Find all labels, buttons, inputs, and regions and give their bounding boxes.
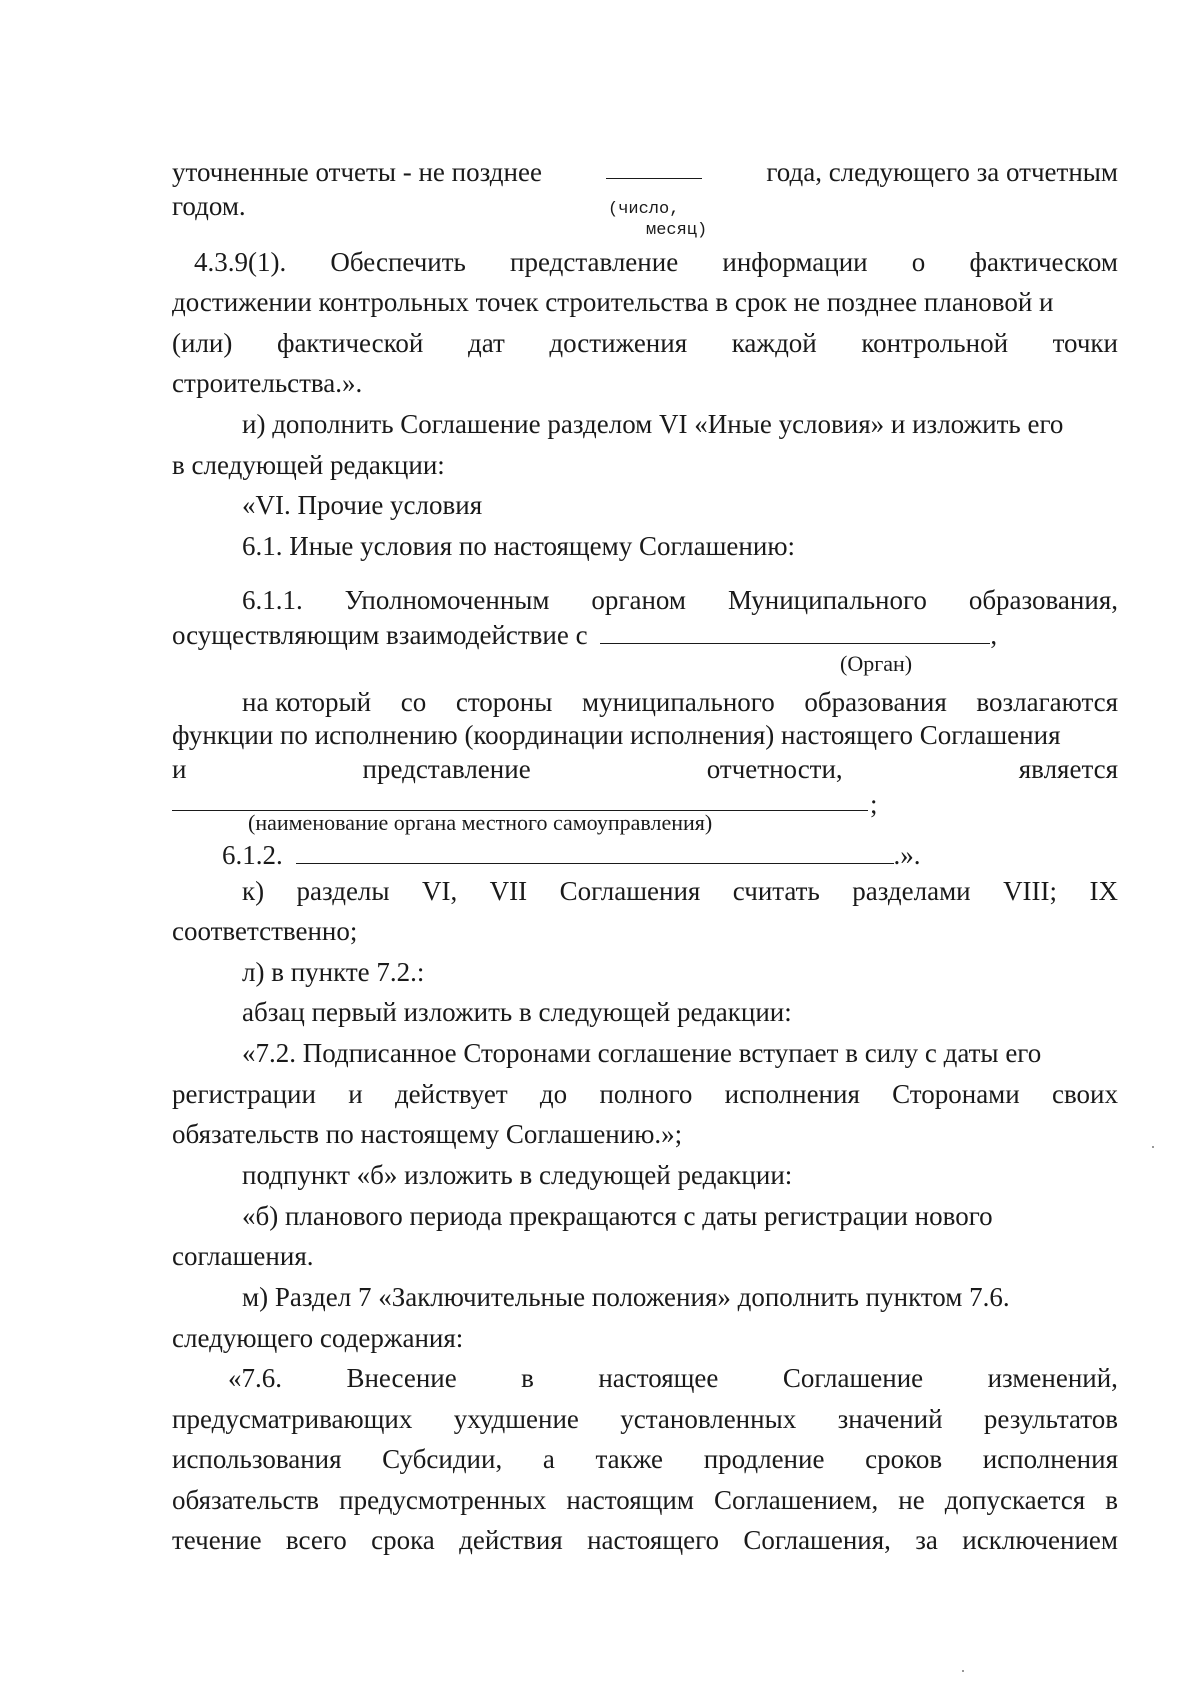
word: контрольной <box>861 328 1009 358</box>
text-line <box>222 839 942 871</box>
clause-number: 6.1.1. <box>242 585 303 615</box>
word: Обеспечить <box>330 247 466 277</box>
text-line: годом. <box>172 191 246 221</box>
text-line: достижении контрольных точек строительства в срок не позднее плановой и <box>172 287 1054 317</box>
word: о <box>911 247 926 277</box>
word: предусматривающих <box>172 1404 413 1434</box>
word: Внесение <box>346 1363 457 1393</box>
field-hint: месяц) <box>646 221 708 240</box>
word: на который <box>242 687 372 717</box>
text-line <box>194 246 1118 278</box>
text-line: соглашения. <box>172 1241 314 1271</box>
field-caption: (наименование органа местного самоуправления) <box>248 810 713 835</box>
text-fragment: года, следующего за отчетным <box>766 157 1118 187</box>
word: сроков <box>865 1444 943 1474</box>
word: IX <box>1089 876 1118 906</box>
punctuation: .». <box>893 840 921 870</box>
word: Уполномоченным <box>344 585 550 615</box>
field-caption: (Орган) <box>840 651 913 676</box>
word: установленных <box>620 1404 797 1434</box>
text-line: «б) планового периода прекращаются с даты регистрации нового <box>242 1201 993 1231</box>
text-line <box>172 1078 1118 1110</box>
word: информации <box>722 247 868 277</box>
word: дат <box>467 328 505 358</box>
word: VI, <box>421 876 458 906</box>
punctuation: ; <box>870 789 878 819</box>
text-line: подпункт «б» изложить в следующей редакции: <box>242 1160 793 1190</box>
word: до <box>539 1079 568 1109</box>
text-line <box>172 753 1118 785</box>
word: разделами <box>852 876 971 906</box>
scan-speck <box>1152 1146 1154 1148</box>
text-line <box>172 327 1118 359</box>
word: достижения <box>549 328 688 358</box>
word: представление <box>510 247 679 277</box>
text-line: функции по исполнению (координации исполнения) настоящего Соглашения <box>172 720 1061 750</box>
text-line <box>172 1443 1118 1475</box>
section-heading: «VI. Прочие условия <box>242 490 483 520</box>
word: фактическом <box>969 247 1118 277</box>
text-line <box>242 584 1118 616</box>
text-line: л) в пункте 7.2.: <box>242 957 425 987</box>
word: значений <box>837 1404 943 1434</box>
word: фактической <box>276 328 424 358</box>
word: возлагаются <box>976 687 1118 717</box>
word: исполнения <box>724 1079 860 1109</box>
word: каждой <box>731 328 817 358</box>
text-fragment: осуществляющим взаимодействие с <box>172 620 588 650</box>
organ-blank-field <box>600 621 990 644</box>
word: Субсидии, <box>382 1444 503 1474</box>
word: Соглашения <box>559 876 701 906</box>
text-line: обязательств предусмотренных настоящим Соглашением, не допускается в <box>172 1485 1118 1515</box>
text-line: и) дополнить Соглашение разделом VI «Иные условия» и изложить его <box>242 409 1064 439</box>
text-line: «7.2. Подписанное Сторонами соглашение вступает в силу с даты его <box>242 1038 1042 1068</box>
text-line: 6.1. Иные условия по настоящему Соглашению: <box>242 531 795 561</box>
word: считать <box>732 876 820 906</box>
text-fragment: уточненные отчеты - не позднее <box>172 157 542 187</box>
word: исполнения <box>982 1444 1118 1474</box>
date-blank-field <box>606 156 702 179</box>
punctuation: , <box>990 620 998 650</box>
text-line: обязательств по настоящему Соглашению.»; <box>172 1119 683 1149</box>
word: со <box>400 687 427 717</box>
text-line <box>172 156 1118 188</box>
clause-number: «7.6. <box>228 1363 282 1393</box>
text-line: течение всего срока действия настоящего Соглашения, за исключением <box>172 1525 1118 1555</box>
word: ухудшение <box>453 1404 579 1434</box>
text-line <box>172 619 1118 651</box>
word: органом <box>591 585 687 615</box>
scan-speck <box>962 1670 964 1672</box>
word: полного <box>599 1079 693 1109</box>
word: изменений, <box>987 1363 1118 1393</box>
word: результатов <box>983 1404 1118 1434</box>
word: также <box>595 1444 664 1474</box>
word: является <box>1018 754 1118 784</box>
text-line: м) Раздел 7 «Заключительные положения» дополнить пунктом 7.6. <box>242 1282 1010 1312</box>
text-line: в следующей редакции: <box>172 450 445 480</box>
word: представление <box>362 754 531 784</box>
word: к) <box>242 876 265 906</box>
text-line: строительства.». <box>172 368 363 398</box>
text-line: следующего содержания: <box>172 1323 464 1353</box>
word: (или) <box>172 328 233 358</box>
word: образования <box>804 687 947 717</box>
clause-blank-field <box>296 841 894 864</box>
word: настоящее <box>598 1363 719 1393</box>
word: регистрации <box>172 1079 316 1109</box>
text-line <box>242 686 1118 718</box>
text-line <box>242 875 1118 907</box>
word: использования <box>172 1444 342 1474</box>
clause-number: 6.1.2. <box>222 840 283 870</box>
word: в <box>521 1363 534 1393</box>
text-line: абзац первый изложить в следующей редакции: <box>242 997 792 1027</box>
word: а <box>542 1444 555 1474</box>
word: Соглашение <box>782 1363 924 1393</box>
word: отчетности, <box>706 754 843 784</box>
word: муниципального <box>582 687 775 717</box>
word: образования, <box>968 585 1118 615</box>
word: продление <box>703 1444 825 1474</box>
word: и <box>348 1079 363 1109</box>
word: своих <box>1052 1079 1118 1109</box>
clause-number: 4.3.9(1). <box>194 247 287 277</box>
word: Муниципального <box>727 585 927 615</box>
word: точки <box>1052 328 1118 358</box>
text-line: соответственно; <box>172 916 358 946</box>
word: VII <box>489 876 528 906</box>
word: и <box>172 754 187 784</box>
text-line <box>228 1362 1118 1394</box>
word: стороны <box>455 687 553 717</box>
word: действует <box>394 1079 508 1109</box>
word: разделы <box>296 876 390 906</box>
field-hint: (число, <box>608 200 680 219</box>
word: VIII; <box>1003 876 1058 906</box>
text-line <box>172 1403 1118 1435</box>
word: Сторонами <box>892 1079 1020 1109</box>
